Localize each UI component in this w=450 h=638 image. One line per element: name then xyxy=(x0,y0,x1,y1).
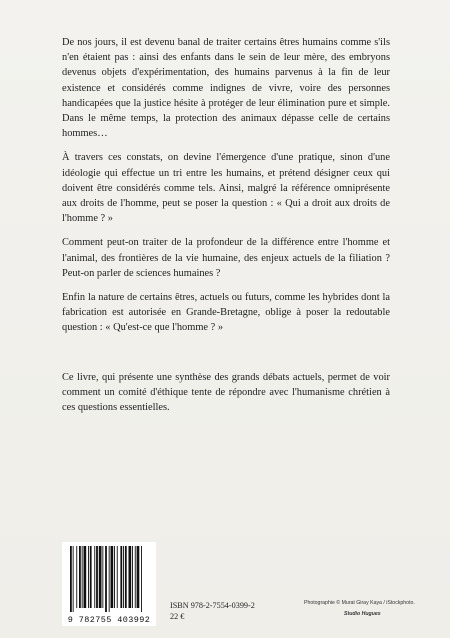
isbn-block xyxy=(170,600,255,622)
barcode-bar xyxy=(105,546,107,612)
barcode-bar xyxy=(99,546,102,608)
barcode-bar xyxy=(79,546,81,608)
paragraph-1: De nos jours, il est devenu banal de traiter certains êtres humains comme s'ils n'en étaient pas : ainsi des enfants dans le sein de leur mère, des embryons devenus objets d'expérimentation, des humains parvenus à la fin de leur existence et considérés comme indignes de vivre, voire des personnes handicapées que la justice hésite à protéger de leur élimination pure et simple. Dans le même temps, la protection des animaux dépasse celle de certains hommes… xyxy=(62,37,390,140)
studio-credit: Studio Hugues xyxy=(344,611,381,617)
barcode-bar xyxy=(76,546,77,608)
barcode-bar xyxy=(141,546,142,612)
blurb-text xyxy=(62,35,390,424)
barcode-bar xyxy=(114,546,115,608)
barcode-bar xyxy=(123,546,124,608)
paragraph-2: À travers ces constats, on devine l'émergence d'une pratique, sinon d'une idéologie qui effectue un tri entre les humains, et prétend désigner ceux qui doivent être considérés comme tels. Ainsi, malgré la référence omniprésente aux droits de l'homme, peut se poser la question : « Qui a droit aux droits de l'homme ? » xyxy=(62,152,390,225)
barcode-bar xyxy=(109,546,110,612)
barcode-bar xyxy=(70,546,72,612)
barcode-bar xyxy=(129,546,132,608)
barcode-bar xyxy=(137,546,140,608)
isbn-number: ISBN 978-2-7554-0399-2 xyxy=(170,601,255,610)
price: 22 € xyxy=(170,612,185,621)
barcode-bar xyxy=(84,546,87,608)
photo-credit: Photographie © Murat Giray Kaya / iStockphoto. xyxy=(304,600,415,606)
barcode-digits: 9 782755 403992 xyxy=(67,615,151,625)
barcode-bar xyxy=(96,546,98,608)
barcode-bar xyxy=(132,546,133,608)
barcode-bar xyxy=(111,546,114,608)
barcode-box xyxy=(62,542,156,626)
barcode-bar xyxy=(117,546,118,608)
barcode-bar xyxy=(94,546,95,608)
paragraph-4: Enfin la nature de certains êtres, actuels ou futurs, comme les hybrides dont la fabrication est autorisée en Grande-Bretagne, oblige à poser la redoutable question : « Qu'est-ce que l'homme ? » xyxy=(62,292,390,334)
barcode-bar xyxy=(125,546,127,608)
paragraph-5: Ce livre, qui présente une synthèse des grands débats actuels, permet de voir comment un comité d'éthique tente de répondre avec l'humanisme chrétien à ces questions essentielles. xyxy=(62,371,390,414)
barcode-bar xyxy=(135,546,136,608)
barcode-bar xyxy=(120,546,122,608)
paragraph-3: Comment peut-on traiter de la profondeur de la différence entre l'homme et l'animal, des frontières de la vie humaine, des enjeux actuels de la filiation ? Peut-on parler de sciences humaines ? xyxy=(62,237,390,279)
barcode-bar xyxy=(88,546,89,608)
barcode-icon xyxy=(68,546,150,612)
barcode-bar xyxy=(82,546,83,608)
barcode-bar xyxy=(102,546,103,608)
barcode-bar xyxy=(90,546,92,608)
barcode-bar xyxy=(73,546,74,612)
